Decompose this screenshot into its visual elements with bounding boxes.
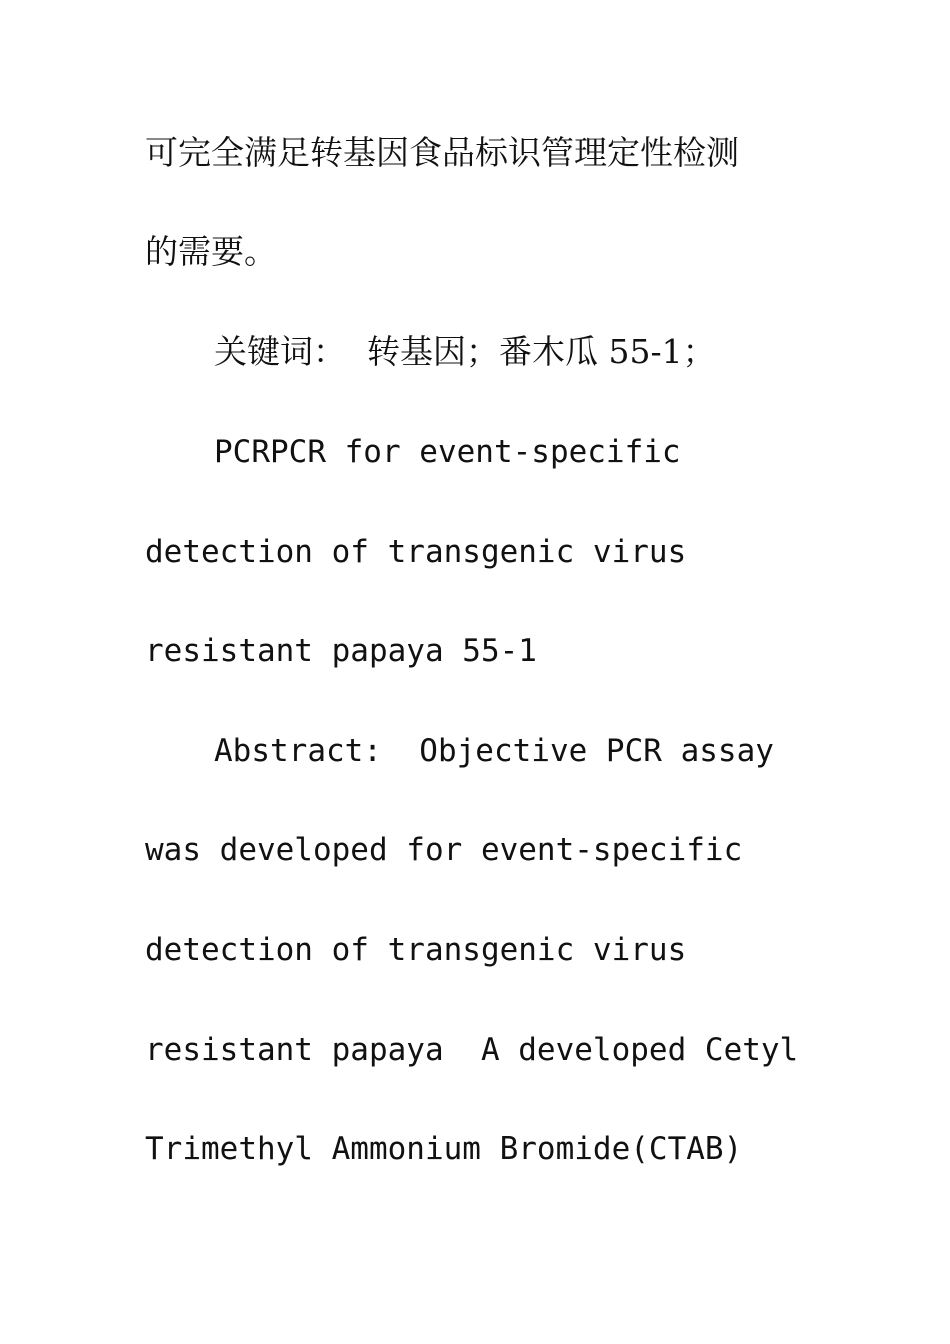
body-text-line: 可完全满足转基因食品标识管理定性检测 xyxy=(145,133,739,172)
abstract-line: Abstract: Objective PCR assay xyxy=(214,733,774,769)
keywords-line: 关键词： 转基因；番木瓜 55-1； xyxy=(214,332,716,371)
abstract-line: detection of transgenic virus xyxy=(145,932,687,968)
abstract-line: resistant papaya A developed Cetyl xyxy=(145,1032,799,1068)
english-title-line: resistant papaya 55-1 xyxy=(145,633,537,669)
english-title-line: detection of transgenic virus xyxy=(145,534,687,570)
body-text-line: 的需要。 xyxy=(145,232,277,271)
abstract-line: Trimethyl Ammonium Bromide(CTAB) xyxy=(145,1131,743,1167)
english-title-line: PCRPCR for event-specific xyxy=(214,434,681,470)
abstract-line: was developed for event-specific xyxy=(145,832,743,868)
